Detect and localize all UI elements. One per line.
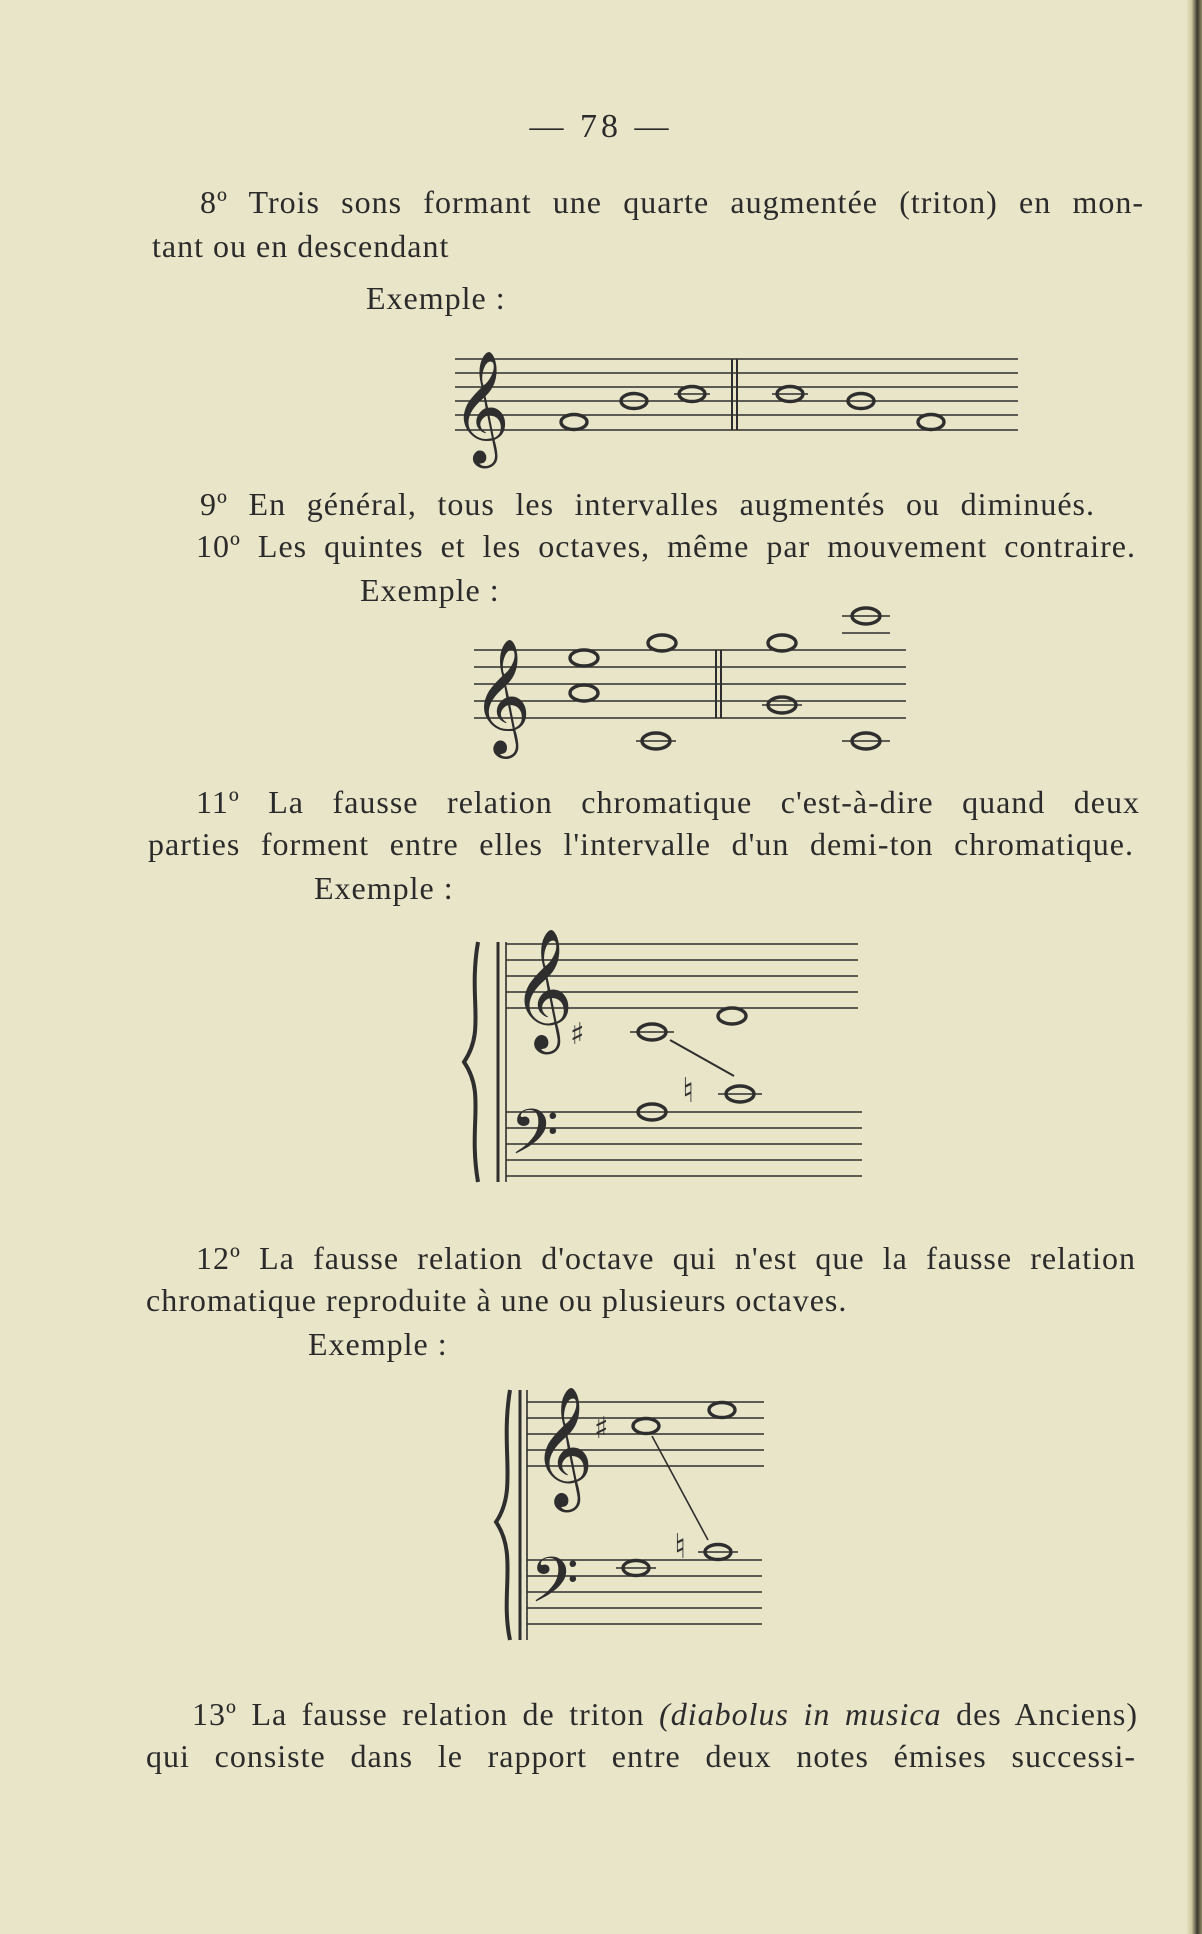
item12-line2: chromatique reproduite à une ou plusieurs octaves. <box>146 1282 848 1318</box>
item9-text: 9º En général, tous les intervalles augmentés ou diminués. <box>200 486 1095 522</box>
item13-line1 <box>192 1696 1138 1733</box>
brace-icon <box>496 1390 510 1640</box>
bass-clef-icon: 𝄢 <box>530 1543 579 1632</box>
item11-line2: parties forment entre elles l'intervalle d'un demi-ton chromatique. <box>148 826 1134 862</box>
item13-line2: qui consiste dans le rapport entre deux notes émises successi- <box>146 1738 1136 1774</box>
item11-line1: 11º La fausse relation chromatique c'est-à-dire quand deux <box>196 784 1140 820</box>
treble-clef-icon: 𝄞 <box>512 927 574 1049</box>
sharp-icon: ♯ <box>594 1411 609 1446</box>
item13-line1-italic: (diabolus in musica <box>659 1696 942 1732</box>
item12-line1: 12º La fausse relation d'octave qui n'est que la fausse relation <box>196 1240 1136 1276</box>
sharp-icon: ♯ <box>570 1017 585 1052</box>
item10-example-label: Exemple : <box>360 572 500 608</box>
item8-line2: tant ou en descendant <box>152 228 450 264</box>
item10-text: 10º Les quintes et les octaves, même par mouvement contraire. <box>196 528 1136 564</box>
item8-line1: 8º Trois sons formant une quarte augmentée (triton) en mon- <box>200 184 1144 220</box>
item13-line1-end: des Anciens) <box>941 1696 1139 1732</box>
treble-clef-icon: 𝄞 <box>532 1385 594 1507</box>
item11-example-label: Exemple : <box>314 870 454 906</box>
natural-icon: ♮ <box>674 1527 687 1567</box>
item8-example-label: Exemple : <box>366 280 506 316</box>
treble-clef-icon: 𝄞 <box>472 637 532 754</box>
item12-example-label: Exemple : <box>308 1326 448 1362</box>
item13-line1-start: 13º La fausse relation de triton <box>192 1696 660 1732</box>
bass-clef-icon: 𝄢 <box>510 1095 559 1184</box>
page-number: — 78 — <box>529 108 673 145</box>
treble-clef-icon: 𝄞 <box>452 350 510 464</box>
natural-icon: ♮ <box>682 1071 695 1111</box>
